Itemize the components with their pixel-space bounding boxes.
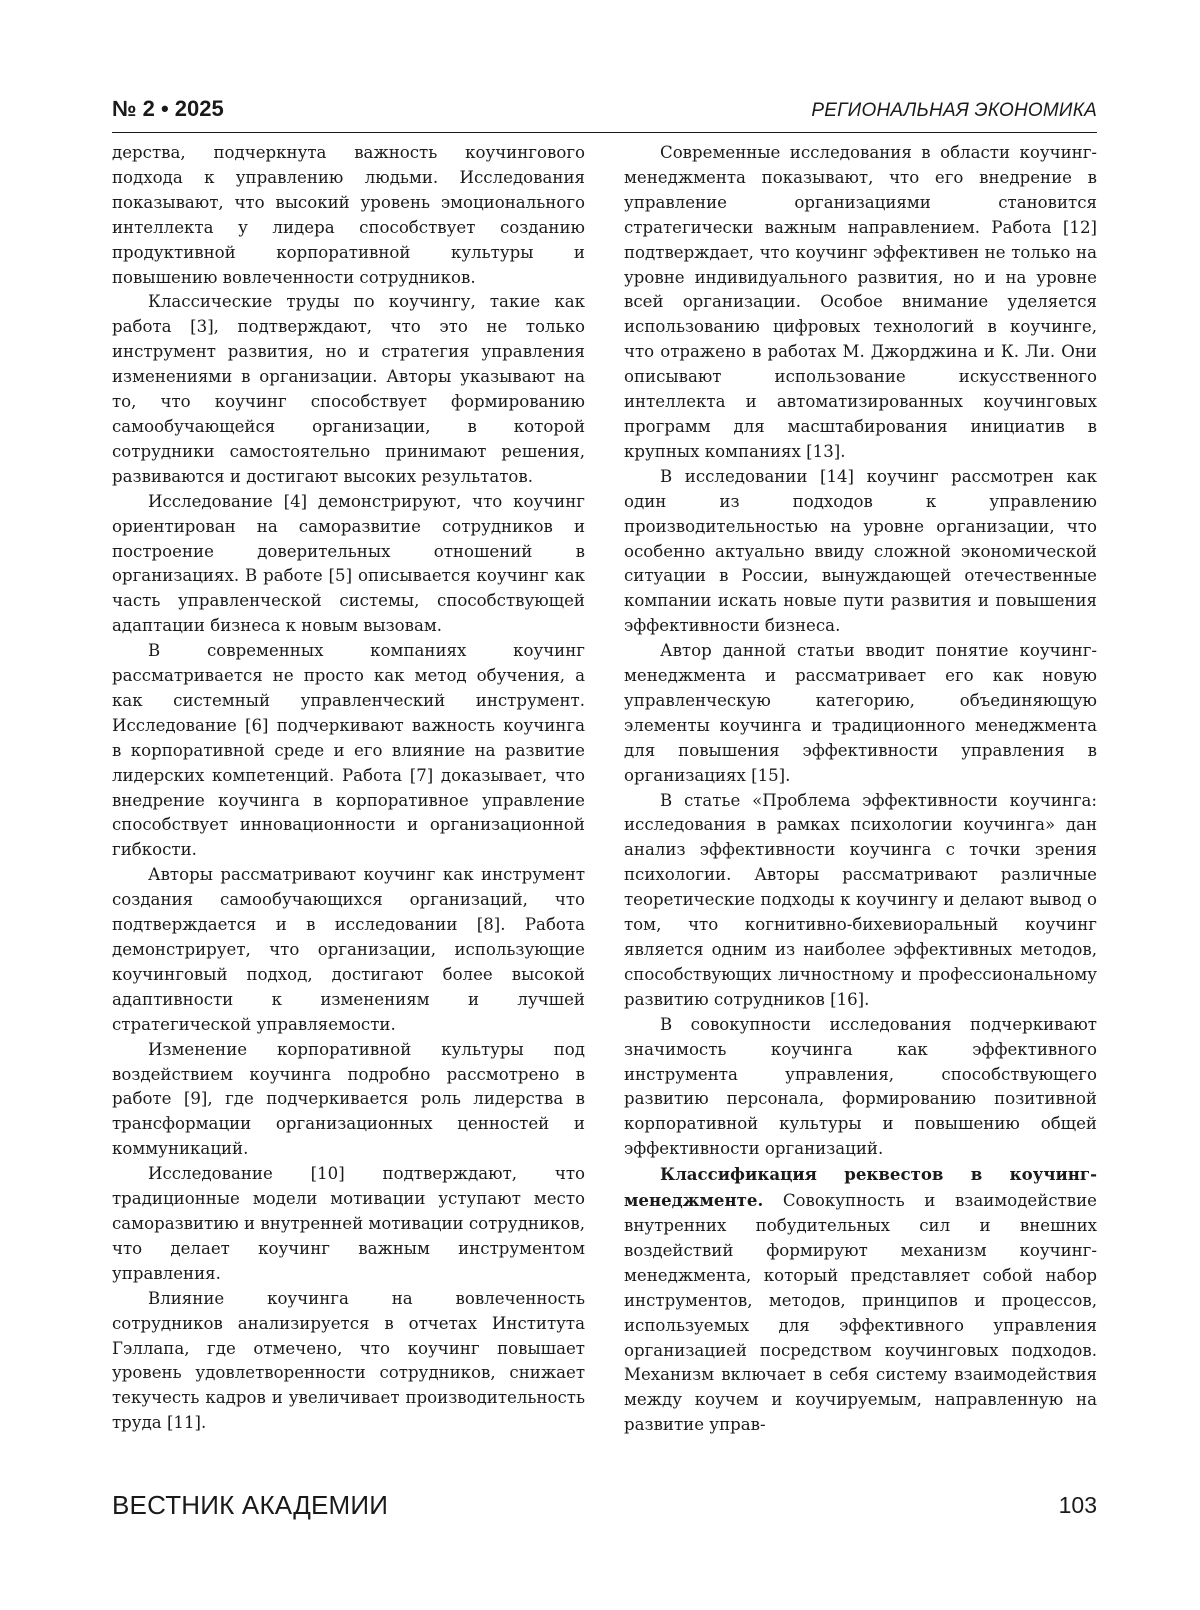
- page-header: [112, 96, 1097, 133]
- paragraph: Классические труды по коучингу, такие как работа [3], подтверждают, что это не только инструмент развития, но и стратегия управления изменениями в организации. Авторы указывают на то, что коучинг способствует формированию самообучающейся организации, в которой сотрудники самостоятельно принимают решения, развиваются и достигают высоких результатов.: [112, 292, 585, 486]
- section-text: Совокупность и взаимодействие внутренних побудительных сил и внешних воздействий формируют механизм коучинг-менеджмента, который представляет собой набор инструментов, методов, принципов и процессов, используемых для эффективного управления организацией посредством коучинговых подходов. Механизм включает в себя систему взаимодействия между коучем и коучируемым, направленную на развитие управ-: [624, 1191, 1097, 1435]
- paragraph: Автор данной статьи вводит понятие коучинг-менеджмента и рассматривает его как новую управленческую категорию, объединяющую элементы коучинга и традиционного менеджмента для повышения эффективности управления в организациях [15].: [624, 641, 1097, 785]
- paragraph: Авторы рассматривают коучинг как инструмент создания самообучающихся организаций, что подтверждается и в исследовании [8]. Работа демонстрирует, что организации, использующие коучинговый подход, достигают более высокой адаптивности к изменениям и лучшей стратегической управляемости.: [112, 865, 585, 1034]
- right-column: [624, 141, 1097, 1438]
- paragraph: В исследовании [14] коучинг рассмотрен как один из подходов к управлению производительностью на уровне организации, что особенно актуально ввиду сложной экономической ситуации в России, вынуждающей отечественные компании искать новые пути развития и повышения эффективности бизнеса.: [624, 466, 1097, 636]
- paragraph: Изменение корпоративной культуры под воздействием коучинга подробно рассмотрено в работе [9], где подчеркивается роль лидерства в трансформации организационных ценностей и коммуникаций.: [112, 1039, 585, 1159]
- journal-section-title: РЕГИОНАЛЬНАЯ ЭКОНОМИКА: [811, 100, 1097, 121]
- page-number: 103: [1058, 1492, 1097, 1518]
- paragraph: Исследование [10] подтверждают, что традиционные модели мотивации уступают место саморазвитию и внутренней мотивации сотрудников, что делает коучинг важным инструментом управления.: [112, 1164, 586, 1283]
- issue-number: № 2 • 2025: [112, 96, 224, 121]
- paragraph: Влияние коучинга на вовлеченность сотрудников анализируется в отчетах Института Гэллапа, где отмечено, что коучинг повышает уровень удовлетворенности сотрудников, снижает текучесть кадров и увеличивает производительность труда [11].: [112, 1288, 585, 1433]
- paragraph: дерства, подчеркнута важность коучингового подхода к управлению людьми. Исследования показывают, что высокий уровень эмоционального интеллекта у лидера способствует созданию продуктивной корпоративной культуры и повышению вовлеченности сотрудников.: [112, 143, 585, 287]
- section-heading: Классификация реквестов в коучинг-менеджменте.: [624, 1164, 1097, 1211]
- left-column: [112, 141, 585, 1436]
- paragraph: В статье «Проблема эффективности коучинга: исследования в рамках психологии коучинга» дан анализ эффективности коучинга с точки зрения психологии. Авторы рассматривают различные теоретические подходы к коучингу и делают вывод о том, что когнитивно-бихевиоральный коучинг является одним из наиболее эффективных методов, способствующих личностному и профессиональному развитию сотрудников [16].: [624, 790, 1097, 1009]
- classification-paragraph: [624, 1162, 1097, 1438]
- paragraph: Исследование [4] демонстрируют, что коучинг ориентирован на саморазвитие сотрудников и построение доверительных отношений в организациях. В работе [5] описывается коучинг как часть управленческой системы, способствующей адаптации бизнеса к новым вызовам.: [112, 491, 585, 636]
- paragraph: В совокупности исследования подчеркивают значимость коучинга как эффективного инструмента управления, способствующего развитию персонала, формированию позитивной корпоративной культуры и повышению общей эффективности организаций.: [624, 1014, 1097, 1159]
- paragraph: В современных компаниях коучинг рассматривается не просто как метод обучения, а как системный управленческий инструмент. Исследование [6] подчеркивают важность коучинга в корпоративной среде и его влияние на развитие лидерских компетенций. Работа [7] доказывает, что внедрение коучинга в корпоративное управление способствует инновационности и организационной гибкости.: [112, 641, 585, 860]
- footer-journal-name: ВЕСТНИК АКАДЕМИИ: [112, 1490, 389, 1520]
- paragraph: Современные исследования в области коучинг-менеджмента показывают, что его внедрение в управление организациями становится стратегически важным направлением. Работа [12] подтверждает, что коучинг эффективен не только на уровне индивидуального развития, но и на уровне всей организации. Особое внимание уделяется использованию цифровых технологий в коучинге, что отражено в работах М. Джорджина и К. Ли. Они описывают использование искусственного интеллекта и автоматизированных коучинговых программ для масштабирования инициатив в крупных компаниях [13].: [624, 143, 1097, 461]
